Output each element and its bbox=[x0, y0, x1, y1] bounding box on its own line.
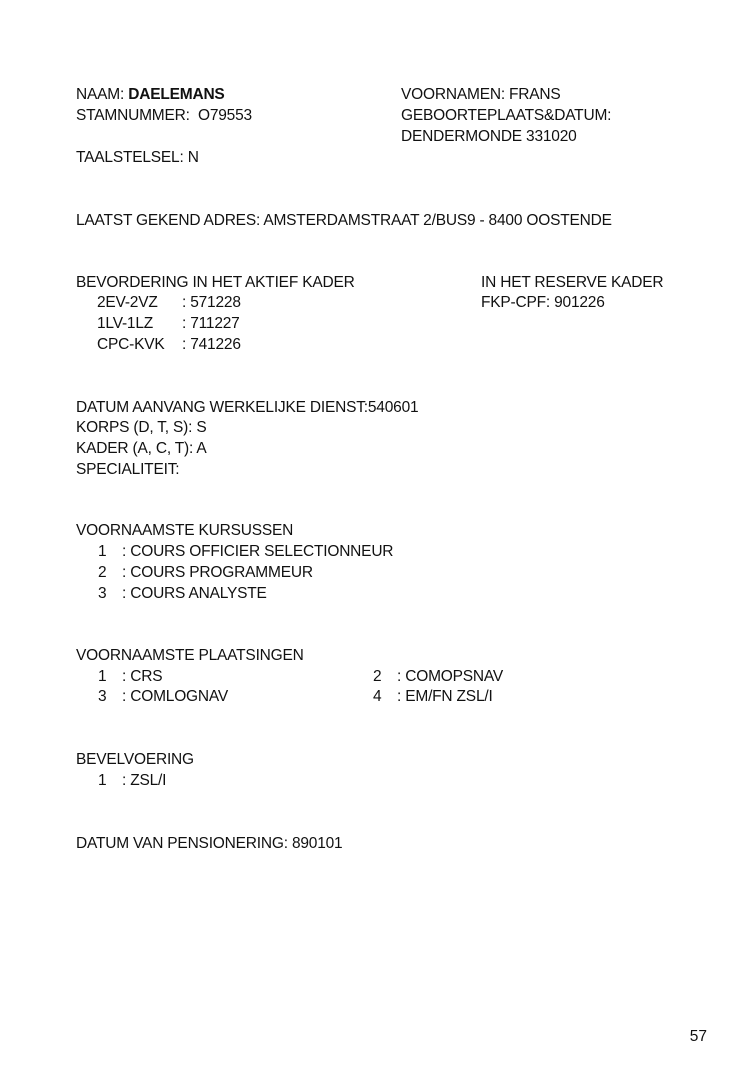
list-item-text: : COURS PROGRAMMEUR bbox=[122, 564, 313, 581]
list-item bbox=[98, 770, 166, 791]
bevordering-aktief-title: BEVORDERING IN HET AKTIEF KADER bbox=[76, 274, 355, 291]
bevordering-value: : 711227 bbox=[182, 315, 240, 332]
geboorte-value-line: DENDERMONDE 331020 bbox=[401, 128, 577, 145]
kader-line: KADER (A, C, T): A bbox=[76, 440, 207, 457]
naam-label: NAAM: bbox=[76, 86, 125, 103]
bevordering-code: 2EV-2VZ bbox=[97, 294, 158, 311]
stamnummer-line: STAMNUMMER: O79553 bbox=[76, 107, 252, 124]
taalstelsel-line: TAALSTELSEL: N bbox=[76, 149, 199, 166]
korps-line: KORPS (D, T, S): S bbox=[76, 419, 207, 436]
list-item-number: 1 bbox=[98, 668, 107, 685]
list-item bbox=[98, 541, 393, 562]
list-item bbox=[98, 583, 267, 604]
bevordering-code: 1LV-1LZ bbox=[97, 315, 154, 332]
bevordering-reserve-row: FKP-CPF: 901226 bbox=[481, 294, 605, 311]
bevelvoering-title: BEVELVOERING bbox=[76, 751, 194, 768]
list-item-number: 3 bbox=[98, 688, 107, 705]
bevordering-value: : 741226 bbox=[182, 336, 241, 353]
kursussen-title: VOORNAAMSTE KURSUSSEN bbox=[76, 522, 294, 539]
plaatsingen-title: VOORNAAMSTE PLAATSINGEN bbox=[76, 647, 304, 664]
list-item bbox=[98, 666, 162, 687]
list-item bbox=[98, 686, 228, 707]
naam-value: DAELEMANS bbox=[128, 86, 225, 103]
list-item-number: 2 bbox=[373, 668, 382, 685]
bevordering-row bbox=[97, 313, 240, 334]
bevordering-code: CPC-KVK bbox=[97, 336, 165, 353]
page-number: 57 bbox=[689, 1028, 707, 1045]
list-item bbox=[373, 686, 493, 707]
aanvang-dienst-line: DATUM AANVANG WERKELIJKE DIENST:540601 bbox=[76, 399, 419, 416]
list-item-number: 3 bbox=[98, 585, 107, 602]
list-item bbox=[373, 666, 503, 687]
list-item-text: : COMLOGNAV bbox=[122, 688, 229, 705]
voornamen-line: VOORNAMEN: FRANS bbox=[401, 86, 561, 103]
bevordering-reserve-title: IN HET RESERVE KADER bbox=[481, 274, 664, 291]
list-item-number: 4 bbox=[373, 688, 382, 705]
list-item bbox=[98, 562, 313, 583]
bevordering-row bbox=[97, 334, 241, 355]
adres-line: LAATST GEKEND ADRES: AMSTERDAMSTRAAT 2/BUS9 - 8400 OOSTENDE bbox=[76, 212, 612, 229]
list-item-text: : COMOPSNAV bbox=[397, 668, 504, 685]
list-item-number: 1 bbox=[98, 543, 107, 560]
list-item-text: : ZSL/I bbox=[122, 772, 167, 789]
list-item-number: 2 bbox=[98, 564, 107, 581]
bevordering-value: : 571228 bbox=[182, 294, 241, 311]
list-item-text: : COURS OFFICIER SELECTIONNEUR bbox=[122, 543, 394, 560]
naam-line bbox=[76, 84, 225, 105]
geboorte-label-line: GEBOORTEPLAATS&DATUM: bbox=[401, 107, 612, 124]
list-item-text: : COURS ANALYSTE bbox=[122, 585, 267, 602]
list-item-text: : EM/FN ZSL/I bbox=[397, 688, 493, 705]
list-item-text: : CRS bbox=[122, 668, 163, 685]
specialiteit-line: SPECIALITEIT: bbox=[76, 461, 180, 478]
list-item-number: 1 bbox=[98, 772, 107, 789]
pensionering-line: DATUM VAN PENSIONERING: 890101 bbox=[76, 835, 343, 852]
bevordering-row bbox=[97, 292, 241, 313]
